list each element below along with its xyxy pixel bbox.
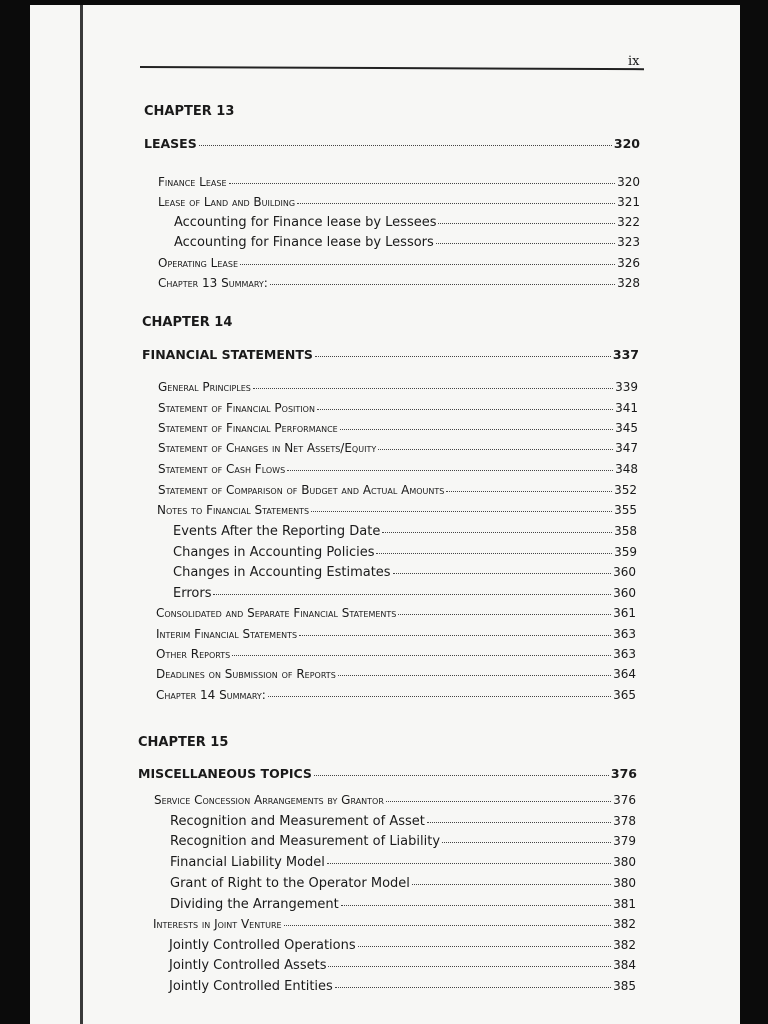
toc-entry xyxy=(153,917,636,935)
toc-entry-title: MISCELLANEOUS TOPICS xyxy=(138,766,312,781)
toc-entry-title: Jointly Controlled Assets xyxy=(169,958,327,973)
toc-entry-page: 341 xyxy=(615,401,638,415)
dot-leader xyxy=(427,821,611,823)
toc-entry xyxy=(158,380,638,398)
toc-entry-title: Finance Lease xyxy=(158,175,227,189)
toc-entry xyxy=(158,421,638,439)
chapter-label: CHAPTER 15 xyxy=(138,735,229,750)
toc-entry xyxy=(156,627,636,645)
dot-leader xyxy=(398,613,611,615)
toc-entry-title: LEASES xyxy=(144,136,197,151)
toc-entry-page: 322 xyxy=(617,215,640,229)
toc-entry-page: 355 xyxy=(614,503,637,517)
toc-entry xyxy=(169,958,636,976)
dot-leader xyxy=(327,862,611,864)
toc-entry xyxy=(170,876,636,894)
toc-entry-page: 337 xyxy=(612,347,639,362)
toc-entry-title: Interests in Joint Venture xyxy=(153,917,282,931)
dot-leader xyxy=(378,448,613,450)
toc-entry-page: 321 xyxy=(617,195,640,209)
toc-entry-title: Dividing the Arrangement xyxy=(170,897,339,912)
toc-entry-page: 326 xyxy=(617,256,640,270)
toc-entry-title: Accounting for Finance lease by Lessees xyxy=(174,215,437,230)
toc-entry-page: 320 xyxy=(617,175,640,189)
toc-entry-page: 365 xyxy=(613,688,636,702)
dot-leader xyxy=(297,202,615,204)
toc-entry xyxy=(169,979,636,997)
toc-entry-page: 347 xyxy=(615,441,638,455)
toc-entry xyxy=(173,545,637,563)
toc-entry-page: 360 xyxy=(613,565,636,579)
toc-entry-title: Statement of Cash Flows xyxy=(158,462,286,476)
dot-leader xyxy=(328,965,611,967)
chapter-title-entry xyxy=(138,766,637,784)
dot-leader xyxy=(442,841,611,843)
dot-leader xyxy=(376,552,612,554)
toc-entry-page: 379 xyxy=(613,834,636,848)
dot-leader xyxy=(213,593,611,595)
toc-entry xyxy=(158,401,638,419)
toc-entry-title: Lease of Land and Building xyxy=(158,195,296,209)
toc-entry xyxy=(170,855,636,873)
dot-leader xyxy=(268,695,611,697)
toc-entry-page: 376 xyxy=(613,793,636,807)
toc-entry xyxy=(158,195,640,213)
toc-entry-title: Recognition and Measurement of Liability xyxy=(170,834,441,849)
dot-leader xyxy=(199,144,612,146)
toc-entry-page: 380 xyxy=(613,876,636,890)
dot-leader xyxy=(358,945,611,947)
toc-entry-page: 382 xyxy=(613,938,636,952)
toc-entry-page: 361 xyxy=(613,606,636,620)
toc-entry-page: 320 xyxy=(613,136,640,151)
toc-entry-page: 360 xyxy=(613,586,636,600)
dot-leader xyxy=(338,674,611,676)
dot-leader xyxy=(253,387,613,389)
dot-leader xyxy=(232,654,611,656)
toc-entry xyxy=(170,897,636,915)
dot-leader xyxy=(341,904,611,906)
toc-entry xyxy=(156,647,636,665)
toc-entry xyxy=(158,276,640,294)
toc-entry xyxy=(169,938,636,956)
dot-leader xyxy=(340,428,613,430)
dot-leader xyxy=(382,531,612,533)
toc-entry-page: 328 xyxy=(617,276,640,290)
toc-entry-title: General Principles xyxy=(158,380,251,394)
toc-entry xyxy=(156,606,636,624)
toc-entry-title: FINANCIAL STATEMENTS xyxy=(142,347,313,362)
toc-entry-title: Chapter 14 Summary: xyxy=(156,688,266,702)
toc-entry-page: 352 xyxy=(614,483,637,497)
toc-entry-page: 384 xyxy=(613,958,636,972)
toc-entry xyxy=(173,524,637,542)
chapter-label: CHAPTER 14 xyxy=(142,315,233,330)
dot-leader xyxy=(299,634,611,636)
toc-entry-title: Recognition and Measurement of Asset xyxy=(170,814,425,829)
toc-entry xyxy=(173,565,636,583)
toc-entry xyxy=(170,834,636,852)
toc-entry-title: Chapter 13 Summary: xyxy=(158,276,268,290)
toc-entry xyxy=(158,483,637,501)
toc-entry-title: Jointly Controlled Entities xyxy=(169,979,333,994)
toc-entry xyxy=(154,793,636,811)
toc-entry xyxy=(158,441,638,459)
dot-leader xyxy=(317,408,613,410)
toc-entry-page: 364 xyxy=(613,667,636,681)
toc-entry-title: Operating Lease xyxy=(158,256,238,270)
toc-entry-title: Errors xyxy=(173,586,212,601)
toc-entry-title: Interim Financial Statements xyxy=(156,627,298,641)
toc-entry-page: 381 xyxy=(613,897,636,911)
toc-entry-page: 363 xyxy=(613,627,636,641)
dot-leader xyxy=(393,572,612,574)
toc-entry-title: Changes in Accounting Estimates xyxy=(173,565,391,580)
dot-leader xyxy=(284,924,612,926)
toc-entry xyxy=(158,462,638,480)
toc-entry-title: Service Concession Arrangements by Grantor xyxy=(154,793,384,807)
toc-entry xyxy=(158,175,640,193)
dot-leader xyxy=(314,774,609,776)
dot-leader xyxy=(287,469,613,471)
toc-entry-title: Changes in Accounting Policies xyxy=(173,545,375,560)
dot-leader xyxy=(436,242,615,244)
chapter-title-entry xyxy=(142,347,639,365)
chapter-label: CHAPTER 13 xyxy=(144,104,235,119)
dot-leader xyxy=(412,883,611,885)
toc-entry-title: Consolidated and Separate Financial Statements xyxy=(156,606,397,620)
dot-leader xyxy=(446,490,612,492)
toc-entry-title: Statement of Financial Performance xyxy=(158,421,338,435)
dot-leader xyxy=(335,986,611,988)
toc-entry-title: Accounting for Finance lease by Lessors xyxy=(174,235,434,250)
dot-leader xyxy=(315,355,611,357)
dot-leader xyxy=(438,222,615,224)
toc-entry-title: Deadlines on Submission of Reports xyxy=(156,667,336,681)
toc-entry-page: 358 xyxy=(614,524,637,538)
toc-entry-page: 339 xyxy=(615,380,638,394)
toc-entry-page: 323 xyxy=(617,235,640,249)
toc-entry xyxy=(174,235,640,253)
dot-leader xyxy=(311,510,612,512)
toc-entry-title: Statement of Financial Position xyxy=(158,401,315,415)
toc-entry-page: 380 xyxy=(613,855,636,869)
toc-entry-title: Jointly Controlled Operations xyxy=(169,938,356,953)
chapter-title-entry xyxy=(144,136,640,154)
toc-entry-page: 348 xyxy=(615,462,638,476)
toc-entry-page: 376 xyxy=(610,766,637,781)
dot-leader xyxy=(270,283,615,285)
toc-entry-title: Other Reports xyxy=(156,647,231,661)
dot-leader xyxy=(240,263,615,265)
toc-entry xyxy=(173,586,636,604)
toc-entry-title: Notes to Financial Statements xyxy=(157,503,310,517)
toc-entry-title: Statement of Comparison of Budget and Actual Amounts xyxy=(158,483,445,497)
toc-entry-title: Financial Liability Model xyxy=(170,855,325,870)
toc-entry xyxy=(157,503,637,521)
toc-entry-title: Events After the Reporting Date xyxy=(173,524,381,539)
dot-leader xyxy=(229,182,616,184)
toc-entry-page: 378 xyxy=(613,814,636,828)
dot-leader xyxy=(386,800,611,802)
toc-entry-title: Grant of Right to the Operator Model xyxy=(170,876,410,891)
toc-entry-title: Statement of Changes in Net Assets/Equity xyxy=(158,441,377,455)
toc-entry xyxy=(156,688,636,706)
page-number: ix xyxy=(628,54,640,69)
toc-entry xyxy=(156,667,636,685)
toc-entry-page: 363 xyxy=(613,647,636,661)
toc-entry-page: 345 xyxy=(615,421,638,435)
toc-entry-page: 385 xyxy=(613,979,636,993)
toc-entry xyxy=(158,256,640,274)
toc-entry xyxy=(170,814,636,832)
toc-entry-page: 382 xyxy=(613,917,636,931)
toc-entry-page: 359 xyxy=(614,545,637,559)
toc-entry xyxy=(174,215,640,233)
